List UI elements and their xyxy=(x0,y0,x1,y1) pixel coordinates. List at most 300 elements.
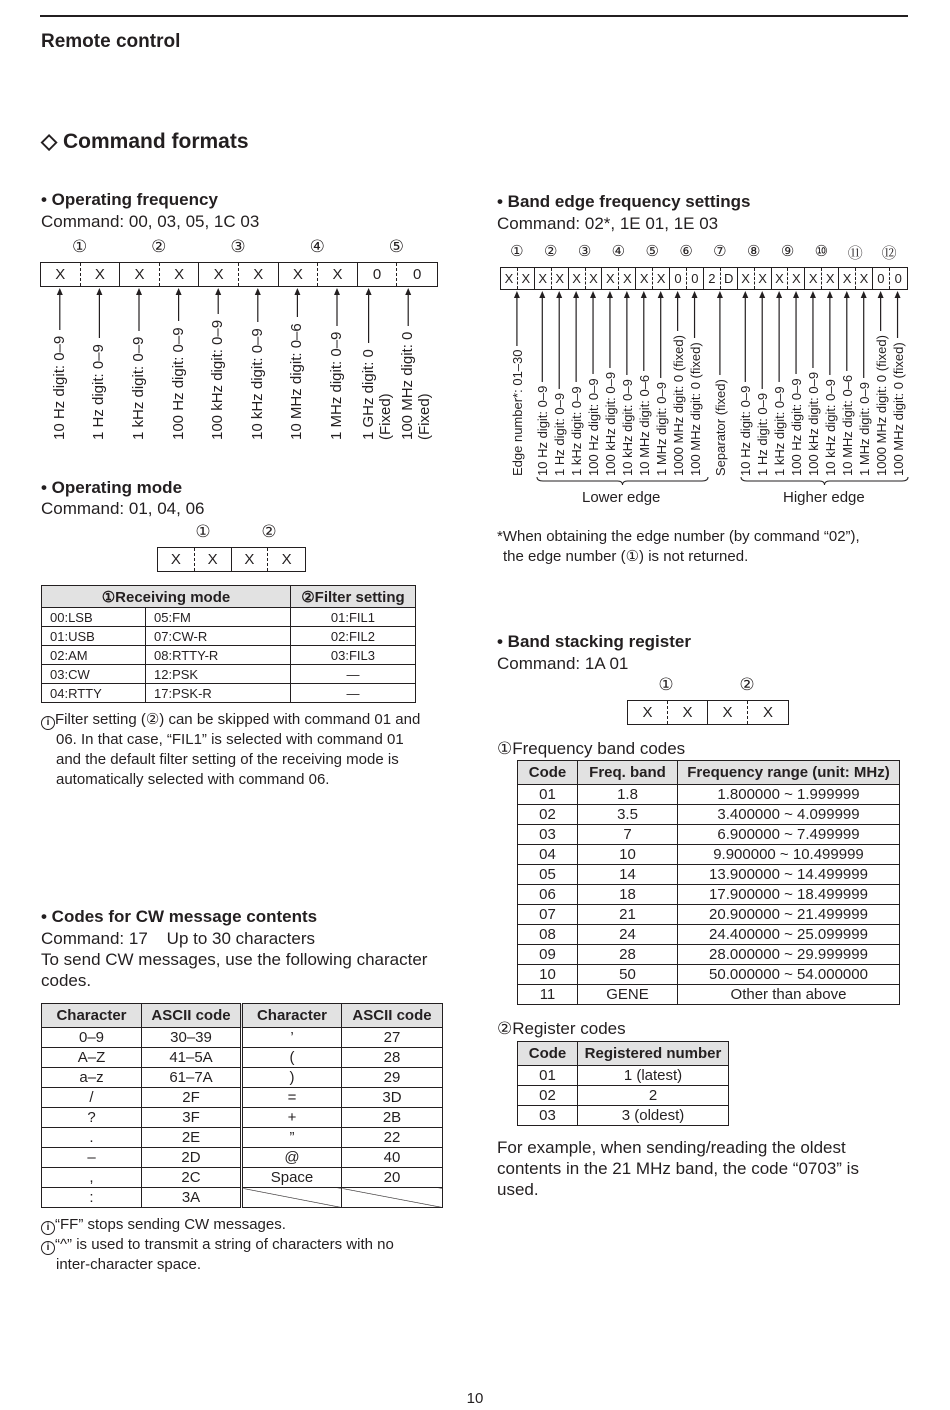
table-cell: 40 xyxy=(342,1148,443,1168)
band-edge-circle: ⑫ xyxy=(881,245,897,262)
arrow-head xyxy=(607,291,613,298)
cell: X xyxy=(788,268,805,289)
cell: 2 xyxy=(704,268,721,289)
cell: X xyxy=(762,704,773,721)
bsr-circle-2: ② xyxy=(739,675,755,694)
band-edge-circle: ⑩ xyxy=(814,243,829,260)
table-cell: Other than above xyxy=(678,985,900,1005)
table-cell: 24 xyxy=(578,925,678,945)
col-header: Frequency range (unit: MHz) xyxy=(678,761,900,785)
table-cell: 09 xyxy=(518,945,578,965)
table-cell: 3F xyxy=(142,1108,242,1128)
label-line: 10 Hz digit: 0–9 xyxy=(50,335,68,440)
op-mode-title: • Operating mode xyxy=(41,478,183,497)
table-cell: 28 xyxy=(342,1048,443,1068)
note-line: “^” is used to transmit a string of characters with no xyxy=(55,1236,394,1253)
table-cell: 2D xyxy=(142,1148,242,1168)
table-cell: 05:FM xyxy=(146,608,291,627)
table-row xyxy=(518,825,900,845)
op-mode-circle-2: ② xyxy=(261,522,277,541)
table-row xyxy=(42,1148,443,1168)
band-edge-digit-label: 100 Hz digit: 0–9 xyxy=(789,378,805,476)
cell: X xyxy=(755,268,772,289)
cw-desc-line-1: To send CW messages, use the following character xyxy=(41,950,428,969)
table-cell: 1 (latest) xyxy=(578,1066,729,1086)
band-edge-digit-label: 1 kHz digit: 0–9 xyxy=(772,386,788,476)
table-cell: 3A xyxy=(142,1188,242,1208)
arrow-head xyxy=(895,291,901,298)
cell: X xyxy=(602,268,619,289)
table-cell: 3D xyxy=(342,1088,443,1108)
cell: X xyxy=(856,268,873,289)
table-header-row xyxy=(42,586,416,608)
table-cell: 08:RTTY-R xyxy=(146,646,291,665)
table-row xyxy=(518,845,900,865)
band-edge-digit-label: 1000 MHz digit: 0 (fixed) xyxy=(873,335,889,476)
band-edge-circle: ⑥ xyxy=(679,243,693,260)
page-header: Remote control xyxy=(41,31,181,52)
table-cell: 61–7A xyxy=(142,1068,242,1088)
cw-command: Command: 17 Up to 30 characters xyxy=(41,929,316,948)
table-row xyxy=(518,1066,729,1086)
op-freq-digit-label xyxy=(170,327,187,440)
arrow-head xyxy=(514,291,520,298)
example-line: used. xyxy=(497,1180,539,1199)
table-cell: 2C xyxy=(142,1168,242,1188)
cell: X xyxy=(668,701,708,724)
cell: X xyxy=(805,268,822,289)
table-cell: 08 xyxy=(518,925,578,945)
cell: X xyxy=(619,268,636,289)
band-edge-circle: ⑧ xyxy=(747,243,761,260)
freq-band-table xyxy=(517,760,900,1005)
cell: X xyxy=(839,268,856,289)
cell: X xyxy=(653,268,670,289)
table-row xyxy=(518,865,900,885)
table-cell: 24.400000 ~ 25.099999 xyxy=(678,925,900,945)
table-cell: 7 xyxy=(578,825,678,845)
band-edge-digit-label: 1 Hz digit: 0–9 xyxy=(552,392,568,476)
table-cell: 02:FIL2 xyxy=(290,627,415,646)
arrow-head xyxy=(539,291,545,298)
band-edge-note xyxy=(497,527,917,567)
cell: 0 xyxy=(670,268,687,289)
info-icon: i xyxy=(41,1241,55,1255)
cw-desc-line-2: codes. xyxy=(41,971,92,990)
label-line: (Fixed) xyxy=(416,393,434,440)
table-row xyxy=(42,1128,443,1148)
table-cell: — xyxy=(290,684,415,703)
cw-code-table xyxy=(41,1003,443,1208)
table-row xyxy=(42,1028,443,1048)
page-number: 10 xyxy=(466,1390,484,1407)
band-edge-digit-label: 10 Hz digit: 0–9 xyxy=(738,385,754,476)
table-cell: , xyxy=(42,1168,142,1188)
table-cell: 27 xyxy=(342,1028,443,1048)
table-cell: 2E xyxy=(142,1128,242,1148)
cell: X xyxy=(120,263,160,286)
cell: X xyxy=(158,548,195,571)
op-freq-title: • Operating frequency xyxy=(41,190,218,209)
bsr-command: Command: 1A 01 xyxy=(497,654,629,673)
band-edge-digit-label: 10 MHz digit: 0–6 xyxy=(636,374,652,476)
table-row xyxy=(518,885,900,905)
table-cell: ” xyxy=(242,1128,342,1148)
table-cell xyxy=(342,1188,443,1208)
table-cell: 06 xyxy=(518,885,578,905)
cell: 0 xyxy=(358,263,398,286)
band-edge-circle: ⑨ xyxy=(780,243,795,260)
label-line: 10 kHz digit: 0–9 xyxy=(248,328,266,440)
band-edge-digit-label: 1 MHz digit: 0–9 xyxy=(856,382,872,476)
table-cell: 3.5 xyxy=(578,805,678,825)
op-freq-circle: ① xyxy=(71,237,88,256)
table-cell: 9.900000 ~ 10.499999 xyxy=(678,845,900,865)
cell: X xyxy=(772,268,789,289)
op-freq-circle: ③ xyxy=(230,237,246,256)
note-line: automatically selected with command 06. xyxy=(56,771,330,788)
band-edge-digit-label: 1 MHz digit: 0–9 xyxy=(653,382,669,476)
band-edge-digit-label: 10 Hz digit: 0–9 xyxy=(535,385,551,476)
band-edge-digit-label: Edge number*: 01–30 xyxy=(509,349,525,476)
table-header-row xyxy=(518,761,900,785)
col-header: Registered number xyxy=(578,1042,729,1066)
table-cell: 21 xyxy=(578,905,678,925)
table-cell: 03:CW xyxy=(42,665,146,684)
arrow-head xyxy=(556,291,562,298)
col-header: Code xyxy=(518,1042,578,1066)
band-edge-circle: ⑤ xyxy=(645,243,659,260)
receiving-mode-table xyxy=(41,585,416,703)
section-title-text: Command formats xyxy=(63,130,249,153)
arrow-head xyxy=(759,291,765,298)
op-mode-note xyxy=(41,710,461,790)
cell: X xyxy=(281,551,292,568)
cell: X xyxy=(518,268,535,289)
table-cell: ’ xyxy=(242,1028,342,1048)
table-cell: 14 xyxy=(578,865,678,885)
bsr-circle-1: ① xyxy=(658,675,674,694)
table-cell: 03 xyxy=(518,1106,578,1126)
col-header: ASCII code xyxy=(142,1004,242,1028)
lower-edge-label: Lower edge xyxy=(582,489,661,506)
table-cell: ) xyxy=(242,1068,342,1088)
op-freq-digit-label xyxy=(399,332,433,440)
col-header: ASCII code xyxy=(342,1004,443,1028)
table-header-row xyxy=(518,1042,729,1066)
table-cell: 10 xyxy=(578,845,678,865)
info-icon: i xyxy=(41,1221,55,1235)
example-line: For example, when sending/reading the oldest xyxy=(497,1138,846,1157)
arrow-head xyxy=(878,291,884,298)
cell: X xyxy=(279,263,319,286)
label-line: (Fixed) xyxy=(376,393,394,440)
cell: X xyxy=(738,268,755,289)
table-cell: 03 xyxy=(518,825,578,845)
bsr-cells xyxy=(627,700,789,725)
cell: X xyxy=(41,263,81,286)
table-cell xyxy=(242,1188,342,1208)
table-cell: 2F xyxy=(142,1088,242,1108)
table-cell: – xyxy=(42,1148,142,1168)
table-cell: + xyxy=(242,1108,342,1128)
table-cell: 00:LSB xyxy=(42,608,146,627)
band-edge-circle: ③ xyxy=(577,243,592,260)
table-cell: 13.900000 ~ 14.499999 xyxy=(678,865,900,885)
arrow-head xyxy=(624,291,630,298)
arrow-head xyxy=(641,291,647,298)
arrow-head xyxy=(573,291,579,298)
table-row xyxy=(518,785,900,805)
op-freq-digit-label xyxy=(130,337,147,440)
diamond-icon: ◇ xyxy=(41,130,58,153)
op-freq-digit-label xyxy=(209,320,226,440)
table-row xyxy=(42,665,416,684)
table-cell: 01 xyxy=(518,785,578,805)
table-cell: 04:RTTY xyxy=(42,684,146,703)
band-edge-circle: ⑦ xyxy=(713,243,727,260)
table-row xyxy=(42,627,416,646)
op-mode-cells xyxy=(157,547,306,572)
cell: X xyxy=(81,263,121,286)
label-line: 100 Hz digit: 0–9 xyxy=(169,327,187,440)
op-freq-circle: ⑤ xyxy=(388,237,405,256)
col-header: Character xyxy=(42,1004,142,1028)
table-row xyxy=(518,905,900,925)
label-line: 1 Hz digit: 0–9 xyxy=(90,344,108,440)
cell: 0 xyxy=(412,266,422,283)
note-line: inter-character space. xyxy=(56,1256,202,1273)
table-row xyxy=(42,646,416,665)
table-cell: 29 xyxy=(342,1068,443,1088)
op-freq-digit-label xyxy=(90,344,107,440)
op-mode-command: Command: 01, 04, 06 xyxy=(41,499,205,518)
table-cell: 1.800000 ~ 1.999999 xyxy=(678,785,900,805)
table-cell: 3.400000 ~ 4.099999 xyxy=(678,805,900,825)
col-header: ①Receiving mode xyxy=(42,586,291,608)
table-row xyxy=(42,608,416,627)
table-row xyxy=(42,1068,443,1088)
table-cell: A–Z xyxy=(42,1048,142,1068)
table-cell: 2 xyxy=(578,1086,729,1106)
cell: 0 xyxy=(687,268,704,289)
table-cell: 02 xyxy=(518,805,578,825)
cell: 0 xyxy=(894,271,902,286)
table-cell: 07 xyxy=(518,905,578,925)
band-edge-digit-label: 100 kHz digit: 0–9 xyxy=(805,371,821,476)
freq-band-codes-title: ①Frequency band codes xyxy=(497,739,686,758)
arrow-head xyxy=(793,291,799,298)
table-cell: 18 xyxy=(578,885,678,905)
arrow-head xyxy=(742,291,748,298)
arrow-head xyxy=(675,291,681,298)
cell: X xyxy=(569,268,586,289)
arrow-head xyxy=(717,291,723,298)
cell: X xyxy=(535,268,552,289)
table-cell: 07:CW-R xyxy=(146,627,291,646)
note-line: and the default filter setting of the receiving mode is xyxy=(56,751,399,768)
table-cell: 05 xyxy=(518,865,578,885)
note-line: the edge number (①) is not returned. xyxy=(503,548,749,565)
band-edge-digit-label: 100 MHz digit: 0 (fixed) xyxy=(890,342,906,476)
label-line: 1 MHz digit: 0–9 xyxy=(328,331,345,440)
arrow-head xyxy=(827,291,833,298)
band-edge-command: Command: 02*, 1E 01, 1E 03 xyxy=(497,214,719,233)
cell: X xyxy=(195,548,232,571)
table-cell: 28.000000 ~ 29.999999 xyxy=(678,945,900,965)
table-cell: 10 xyxy=(518,965,578,985)
op-freq-digit-label xyxy=(328,332,345,440)
label-line: 1 kHz digit: 0–9 xyxy=(130,336,147,440)
example-line: contents in the 21 MHz band, the code “0703” is xyxy=(497,1159,859,1178)
table-row xyxy=(42,1168,443,1188)
band-edge-digit-label: 100 kHz digit: 0–9 xyxy=(602,371,618,476)
cell: 0 xyxy=(873,268,890,289)
brace xyxy=(741,477,908,485)
table-row xyxy=(518,1086,729,1106)
table-row xyxy=(518,925,900,945)
op-freq-digit-label xyxy=(360,349,394,440)
note-line: *When obtaining the edge number (by command “02”), xyxy=(497,528,860,545)
table-cell: — xyxy=(290,665,415,684)
band-edge-circle: ① xyxy=(510,243,524,260)
label-line: 100 kHz digit: 0–9 xyxy=(209,319,227,440)
table-cell: 6.900000 ~ 7.499999 xyxy=(678,825,900,845)
register-codes-title: ②Register codes xyxy=(497,1019,626,1038)
band-edge-digit-label: 100 MHz digit: 0 (fixed) xyxy=(687,342,703,476)
table-cell: 12:PSK xyxy=(146,665,291,684)
cw-notes xyxy=(41,1215,461,1275)
band-edge-digit-label: Separator (fixed) xyxy=(712,379,728,476)
table-cell: ? xyxy=(42,1108,142,1128)
cell: X xyxy=(318,263,358,286)
table-cell: . xyxy=(42,1128,142,1148)
cw-title: • Codes for CW message contents xyxy=(41,907,318,926)
table-cell: / xyxy=(42,1088,142,1108)
table-cell: 02 xyxy=(518,1086,578,1106)
register-codes-table xyxy=(517,1041,729,1126)
cell: X xyxy=(636,268,653,289)
cell: X xyxy=(232,548,269,571)
table-cell: 03:FIL3 xyxy=(290,646,415,665)
table-row xyxy=(42,1088,443,1108)
table-row xyxy=(518,945,900,965)
table-cell: Space xyxy=(242,1168,342,1188)
table-cell: 28 xyxy=(578,945,678,965)
table-cell: 30–39 xyxy=(142,1028,242,1048)
table-cell: 17:PSK-R xyxy=(146,684,291,703)
table-cell: 01 xyxy=(518,1066,578,1086)
band-edge-circle: ⑪ xyxy=(847,245,863,262)
cell: X xyxy=(822,268,839,289)
op-freq-command: Command: 00, 03, 05, 1C 03 xyxy=(41,212,260,231)
table-cell: ( xyxy=(242,1048,342,1068)
col-header: Freq. band xyxy=(578,761,678,785)
col-header: ②Filter setting xyxy=(290,586,415,608)
higher-edge-label: Higher edge xyxy=(783,489,865,506)
table-cell: GENE xyxy=(578,985,678,1005)
band-edge-circle: ② xyxy=(544,243,558,260)
table-cell: = xyxy=(242,1088,342,1108)
table-cell: 20 xyxy=(342,1168,443,1188)
op-freq-digit-label xyxy=(249,328,266,440)
table-cell: 3 (oldest) xyxy=(578,1106,729,1126)
label-line: 100 MHz digit: 0 xyxy=(399,331,417,440)
table-cell: 01:FIL1 xyxy=(290,608,415,627)
table-row xyxy=(42,1188,443,1208)
cell: X xyxy=(708,701,748,724)
table-cell: @ xyxy=(242,1148,342,1168)
table-header-row xyxy=(42,1004,443,1028)
table-cell: 11 xyxy=(518,985,578,1005)
op-freq-circle: ② xyxy=(151,237,167,256)
cell: D xyxy=(721,268,738,289)
band-edge-digit-label: 1000 MHz digit: 0 (fixed) xyxy=(670,335,686,476)
cell: X xyxy=(552,268,569,289)
table-row xyxy=(518,965,900,985)
cell: X xyxy=(239,263,279,286)
arrow-head xyxy=(776,291,782,298)
band-edge-digit-label: 10 kHz digit: 0–9 xyxy=(822,379,838,476)
note-line: Filter setting (②) can be skipped with command 01 and xyxy=(55,711,421,728)
band-edge-title: • Band edge frequency settings xyxy=(497,192,751,211)
table-cell: 50.000000 ~ 54.000000 xyxy=(678,965,900,985)
arrow-head xyxy=(658,291,664,298)
col-header: Code xyxy=(518,761,578,785)
arrow-head xyxy=(590,291,596,298)
op-mode-circle-1: ① xyxy=(195,522,211,541)
band-edge-digit-label: 1 kHz digit: 0–9 xyxy=(569,386,585,476)
table-cell: 17.900000 ~ 18.499999 xyxy=(678,885,900,905)
cell: X xyxy=(586,268,603,289)
brace xyxy=(537,477,708,485)
table-cell: 04 xyxy=(518,845,578,865)
table-cell: 02:AM xyxy=(42,646,146,665)
label-line: 1 GHz digit: 0 xyxy=(359,349,377,440)
info-icon: i xyxy=(41,716,55,730)
cell: X xyxy=(160,263,200,286)
table-cell: : xyxy=(42,1188,142,1208)
table-cell: 1.8 xyxy=(578,785,678,805)
band-edge-digit-label: 10 kHz digit: 0–9 xyxy=(619,379,635,476)
table-row xyxy=(42,1048,443,1068)
band-edge-digit-label: 10 MHz digit: 0–6 xyxy=(839,374,855,476)
table-cell: 41–5A xyxy=(142,1048,242,1068)
bsr-example xyxy=(497,1137,859,1200)
cell: X xyxy=(628,701,668,724)
table-cell: 22 xyxy=(342,1128,443,1148)
table-cell: 0–9 xyxy=(42,1028,142,1048)
arrow-head xyxy=(692,291,698,298)
table-cell: 50 xyxy=(578,965,678,985)
note-line: “FF” stops sending CW messages. xyxy=(55,1216,286,1233)
label-line: 10 MHz digit: 0–6 xyxy=(288,323,306,440)
note-line: 06. In that case, “FIL1” is selected with command 01 xyxy=(56,731,404,748)
table-row xyxy=(518,985,900,1005)
cell: X xyxy=(199,263,239,286)
arrow-head xyxy=(810,291,816,298)
col-header: Character xyxy=(242,1004,342,1028)
band-edge-digit-label: 1 Hz digit: 0–9 xyxy=(755,392,771,476)
table-row xyxy=(518,805,900,825)
op-freq-digit-label xyxy=(288,323,305,440)
table-cell: 20.900000 ~ 21.499999 xyxy=(678,905,900,925)
table-row xyxy=(42,684,416,703)
op-freq-circle: ④ xyxy=(309,237,325,256)
table-cell: 01:USB xyxy=(42,627,146,646)
table-row xyxy=(518,1106,729,1126)
bsr-title: • Band stacking register xyxy=(497,632,691,651)
